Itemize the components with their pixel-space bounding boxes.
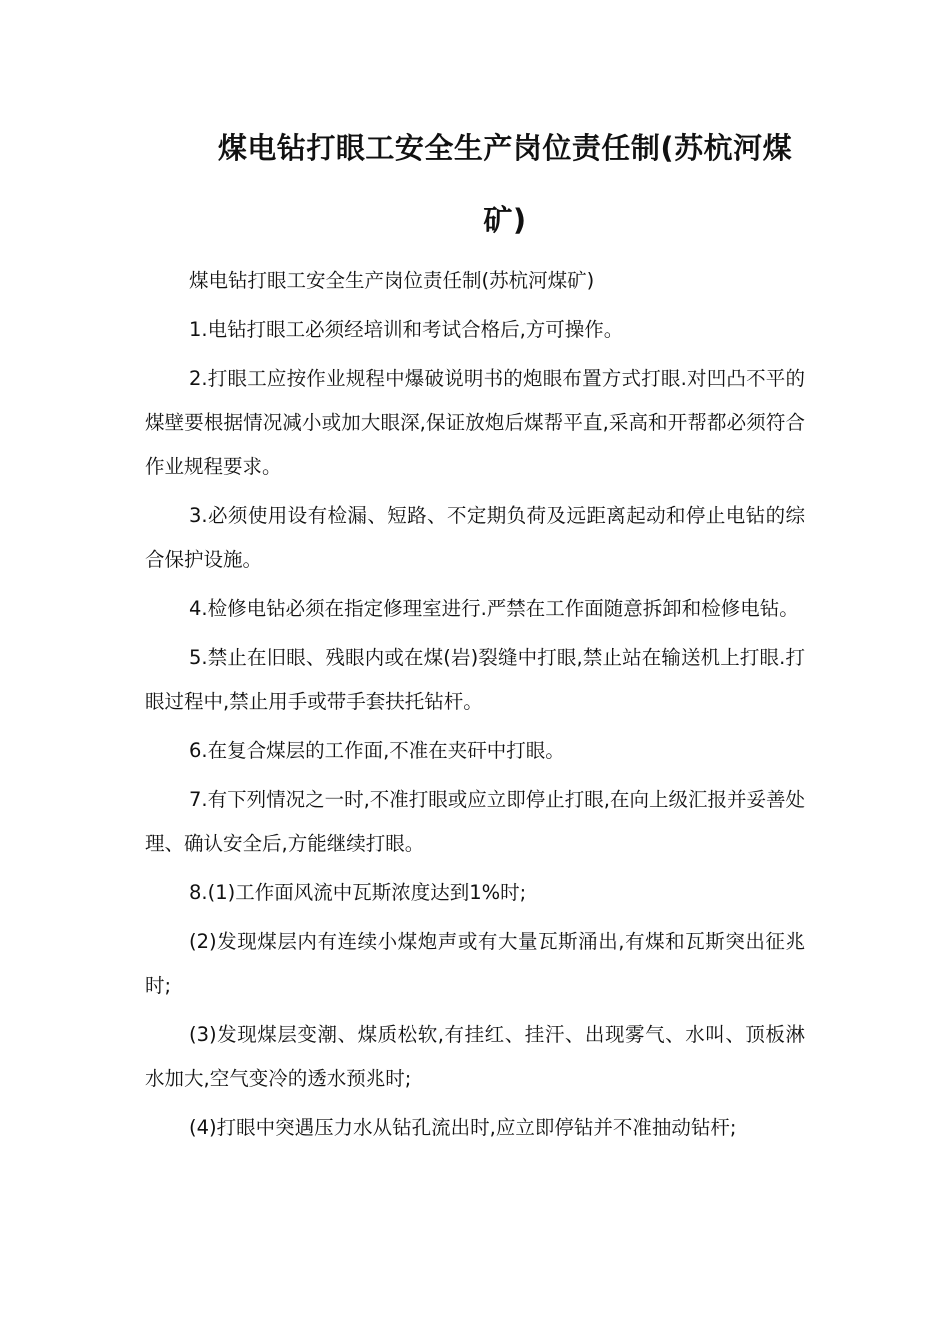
paragraph-item-8-4: (4)打眼中突遇压力水从钻孔流出时,应立即停钻并不准抽动钻杆; bbox=[189, 1116, 737, 1139]
paragraph-item-1: 1.电钻打眼工必须经培训和考试合格后,方可操作。 bbox=[189, 318, 624, 341]
document-body bbox=[145, 259, 805, 1155]
paragraph-item-7: 7.有下列情况之一时,不准打眼或应立即停止打眼,在向上级汇报并妥善处理、确认安全后,方能继续打眼。 bbox=[145, 788, 806, 855]
paragraph-item-8-1: 8.(1)工作面风流中瓦斯浓度达到1%时; bbox=[189, 881, 527, 904]
paragraph-item-8-2: (2)发现煤层内有连续小煤炮声或有大量瓦斯涌出,有煤和瓦斯突出征兆时; bbox=[145, 930, 805, 997]
paragraph-item-2: 2.打眼工应按作业规程中爆破说明书的炮眼布置方式打眼.对凹凸不平的煤壁要根据情况减小或加大眼深,保证放炮后煤帮平直,采高和开帮都必须符合作业规程要求。 bbox=[145, 367, 805, 478]
paragraph-item-3: 3.必须使用设有检漏、短路、不定期负荷及远距离起动和停止电钻的综合保护设施。 bbox=[145, 504, 805, 571]
document-title: 煤电钻打眼工安全生产岗位责任制(苏杭河煤矿) bbox=[217, 131, 793, 237]
paragraph-item-4: 4.检修电钻必须在指定修理室进行.严禁在工作面随意拆卸和检修电钻。 bbox=[189, 597, 799, 620]
paragraph-item-6: 6.在复合煤层的工作面,不准在夹矸中打眼。 bbox=[189, 739, 565, 762]
paragraph-subtitle: 煤电钻打眼工安全生产岗位责任制(苏杭河煤矿) bbox=[189, 269, 595, 292]
paragraph-item-5: 5.禁止在旧眼、残眼内或在煤(岩)裂缝中打眼,禁止站在输送机上打眼.打眼过程中,禁止用手或带手套扶托钻杆。 bbox=[145, 646, 805, 713]
paragraph-item-8-3: (3)发现煤层变潮、煤质松软,有挂红、挂汗、出现雾气、水叫、顶板淋水加大,空气变冷的透水预兆时; bbox=[145, 1023, 805, 1090]
